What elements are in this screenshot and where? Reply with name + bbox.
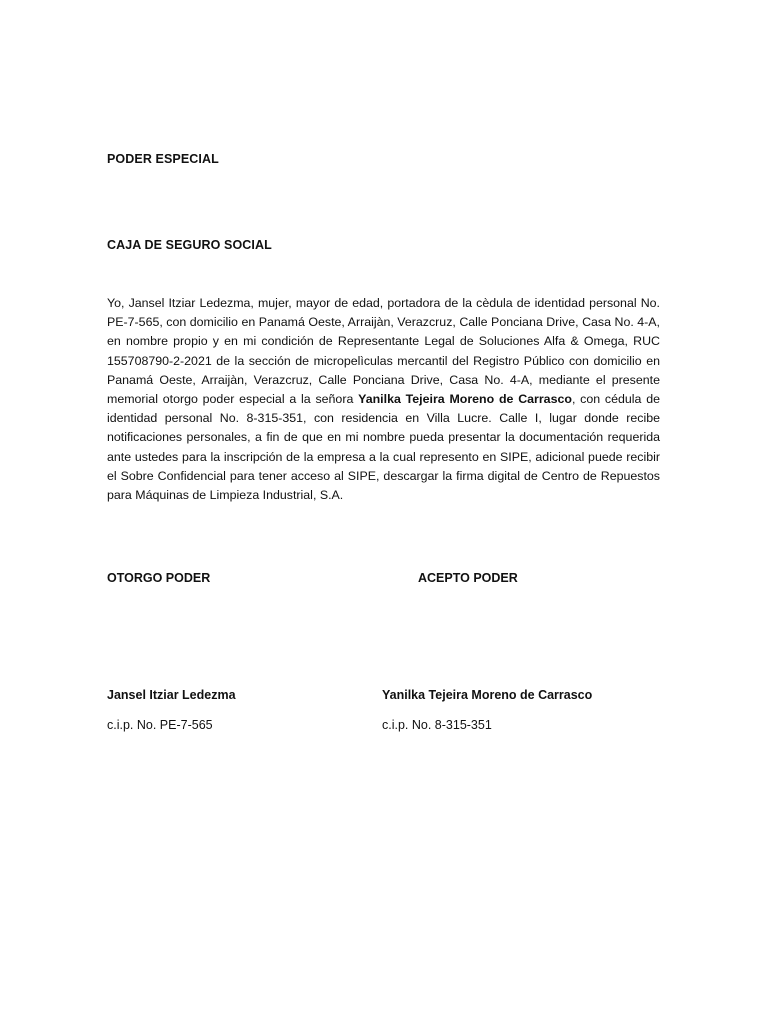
grantor-name: Jansel Itziar Ledezma bbox=[107, 688, 236, 702]
body-paragraph bbox=[107, 294, 660, 505]
recipient-heading: CAJA DE SEGURO SOCIAL bbox=[107, 238, 272, 252]
attorney-name: Yanilka Tejeira Moreno de Carrasco bbox=[358, 392, 572, 407]
document-title: PODER ESPECIAL bbox=[107, 152, 219, 166]
attorney-signature-heading: ACEPTO PODER bbox=[418, 571, 518, 585]
grantor-signature-heading: OTORGO PODER bbox=[107, 571, 211, 585]
attorney-id: c.i.p. No. 8-315-351 bbox=[382, 718, 492, 732]
body-text-part-2: , con cédula de identidad personal No. 8-315-351, con residencia en Villa Lucre. Calle I, lugar donde recibe notificaciones personales, a fin de que en mi nombre pueda presentar la documentación requerida ante ustedes para la inscripción de la empresa a la cual represento en SIPE, adicional puede recibir el Sobre Confidencial para tener acceso al SIPE, descargar la firma digital de Centro de Repuestos para Máquinas de Limpieza Industrial, S.A. bbox=[107, 392, 660, 503]
grantor-id: c.i.p. No. PE-7-565 bbox=[107, 718, 213, 732]
body-text-part-1: Yo, Jansel Itziar Ledezma, mujer, mayor de edad, portadora de la cèdula de identidad personal No. PE-7-565, con domicilio en Panamá Oeste, Arraijàn, Verazcruz, Calle Ponciana Drive, Casa No. 4-A, en nombre propio y en mi condición de Representante Legal de Soluciones Alfa & Omega, RUC 155708790-2-2021 de la sección de micropelìculas mercantil del Registro Público con domicilio en Panamá Oeste, Arraijàn, Verazcruz, Calle Ponciana Drive, Casa No. 4-A, mediante el presente memorial otorgo poder especial a la señora bbox=[107, 296, 660, 407]
attorney-signature-name: Yanilka Tejeira Moreno de Carrasco bbox=[382, 688, 593, 702]
